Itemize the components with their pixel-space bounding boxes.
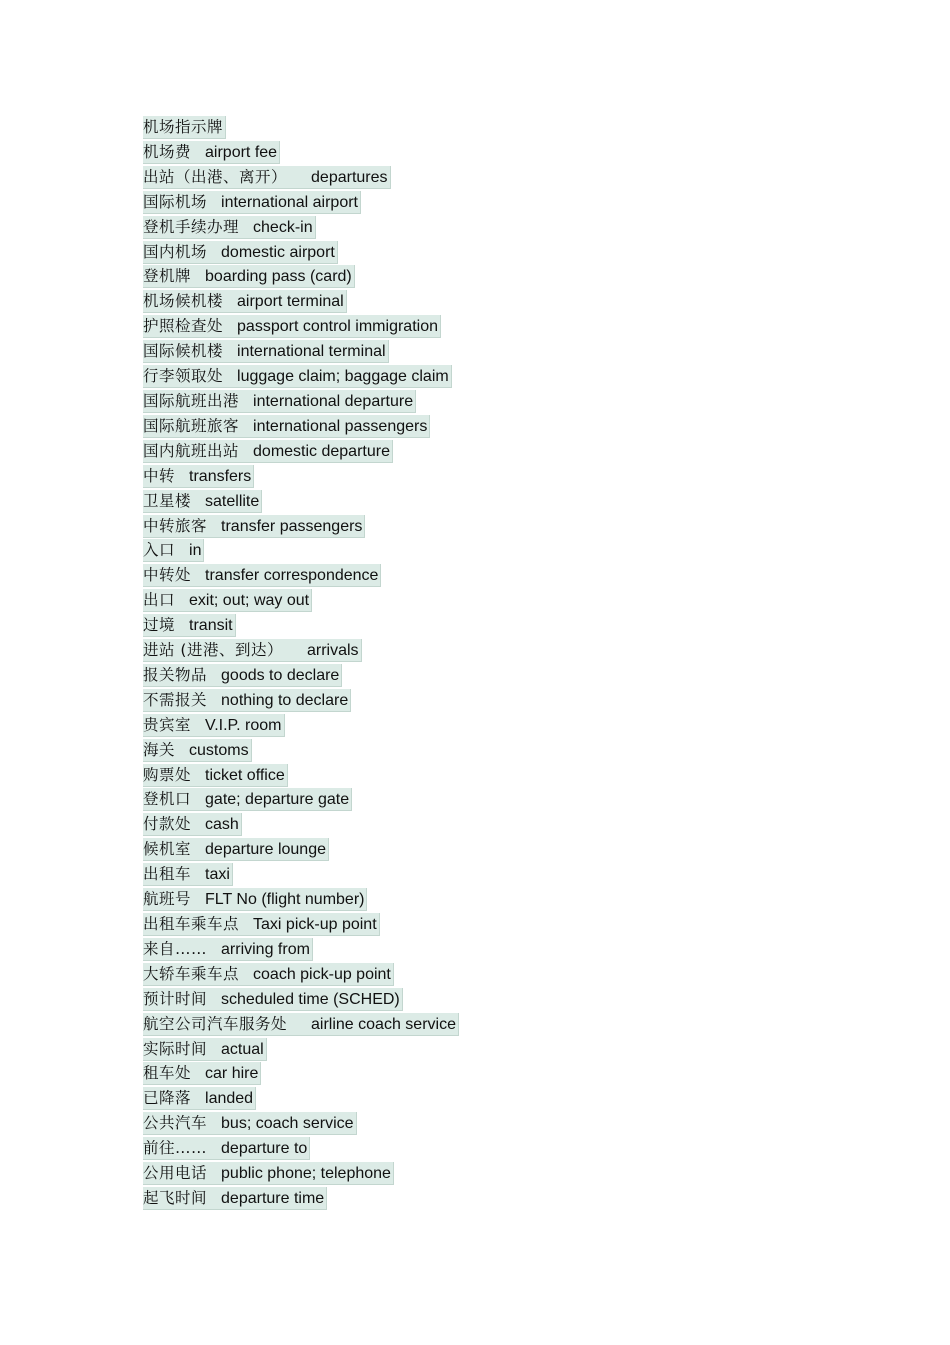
english-term: international departure: [253, 392, 414, 410]
chinese-term: 出租车: [143, 865, 192, 884]
english-term: check-in: [253, 218, 313, 236]
chinese-term: 来自……: [143, 939, 208, 958]
glossary-entry: [143, 539, 459, 564]
glossary-entry: [143, 166, 459, 191]
chinese-term: 登机牌: [143, 267, 192, 286]
glossary-entry-highlight: [143, 788, 352, 811]
chinese-term: 行李领取处: [143, 367, 224, 386]
glossary-entry-highlight: [143, 1162, 394, 1185]
glossary-entry-highlight: [143, 315, 441, 338]
glossary-entry: [143, 1162, 459, 1187]
glossary-entry-highlight: [143, 1187, 327, 1210]
chinese-term: 航班号: [143, 890, 192, 909]
glossary-entry: [143, 739, 459, 764]
glossary-entry-highlight: [143, 166, 391, 189]
glossary-entry-highlight: [143, 689, 351, 712]
english-term: boarding pass (card): [205, 268, 352, 286]
glossary-entry: [143, 689, 459, 714]
glossary-entry-highlight: [143, 216, 316, 239]
english-term: airport fee: [205, 143, 278, 161]
glossary-entry-highlight: [143, 739, 252, 762]
glossary-entry-highlight: [143, 639, 362, 662]
glossary-entry: [143, 216, 459, 241]
chinese-term: 海关: [143, 740, 176, 759]
chinese-term: 贵宾室: [143, 715, 192, 734]
glossary-entry-highlight: [143, 1087, 256, 1110]
english-term: transfers: [189, 467, 252, 485]
glossary-entry-highlight: [143, 415, 430, 438]
chinese-term: 候机室: [143, 840, 192, 859]
chinese-term: 付款处: [143, 815, 192, 834]
english-term: departure to: [221, 1140, 308, 1158]
glossary-entry: [143, 589, 459, 614]
english-term: ticket office: [205, 766, 285, 784]
english-term: arrivals: [306, 642, 359, 660]
glossary-entry-highlight: [143, 589, 312, 612]
glossary-entry-highlight: [143, 141, 280, 164]
glossary-entry-highlight: [143, 490, 262, 513]
glossary-entry: [143, 365, 459, 390]
english-term: domestic airport: [221, 243, 335, 261]
glossary-entry: [143, 415, 459, 440]
glossary-heading: 机场指示牌: [143, 116, 226, 139]
chinese-term: 已降落: [143, 1089, 192, 1108]
english-term: customs: [189, 741, 249, 759]
chinese-term: 公用电话: [143, 1164, 208, 1183]
glossary-entry: [143, 515, 459, 540]
english-term: departures: [311, 168, 388, 186]
english-term: transfer passengers: [221, 517, 363, 535]
glossary-entry: [143, 639, 459, 664]
english-term: domestic departure: [253, 442, 390, 460]
glossary-entry: [143, 490, 459, 515]
glossary-entry: [143, 963, 459, 988]
glossary-entry-highlight: [143, 714, 285, 737]
english-term: transfer correspondence: [205, 567, 379, 585]
glossary-entry-highlight: [143, 390, 416, 413]
glossary-entry-highlight: [143, 938, 313, 961]
chinese-term: 入口: [143, 541, 176, 560]
english-term: goods to declare: [221, 666, 340, 684]
english-term: V.I.P. room: [205, 716, 282, 734]
glossary-entry-highlight: [143, 963, 394, 986]
english-term: gate; departure gate: [205, 791, 350, 809]
glossary-entry-highlight: [143, 440, 393, 463]
glossary-entry-highlight: [143, 290, 347, 313]
glossary-entry-highlight: [143, 365, 452, 388]
english-term: bus; coach service: [221, 1115, 354, 1133]
glossary-entry-highlight: [143, 764, 288, 787]
glossary-entry-highlight: [143, 241, 338, 264]
english-term: international passengers: [253, 417, 428, 435]
chinese-term: 国际航班出港: [143, 391, 240, 410]
chinese-term: 出口: [143, 591, 176, 610]
english-term: Taxi pick-up point: [253, 916, 377, 933]
chinese-term: 购票处: [143, 765, 192, 784]
glossary-entry-highlight: [143, 988, 403, 1011]
glossary-entry: [143, 315, 459, 340]
glossary-entry: [143, 1038, 459, 1063]
airport-sign-glossary: [143, 116, 459, 1212]
chinese-term: 登机口: [143, 790, 192, 809]
glossary-entry: [143, 764, 459, 789]
chinese-term: 护照检查处: [143, 317, 224, 336]
glossary-entry-highlight: [143, 1013, 459, 1036]
glossary-entry: [143, 1112, 459, 1137]
english-term: FLT No (flight number): [205, 891, 365, 909]
english-term: satellite: [205, 492, 260, 510]
english-term: exit; out; way out: [189, 592, 310, 610]
glossary-entry: [143, 1137, 459, 1162]
glossary-entry: [143, 390, 459, 415]
chinese-term: 国际机场: [143, 192, 208, 211]
chinese-term: 不需报关: [143, 690, 208, 709]
chinese-term: 预计时间: [143, 989, 208, 1008]
english-term: transit: [189, 617, 233, 635]
glossary-entry: [143, 938, 459, 963]
glossary-entry-highlight: [143, 1137, 310, 1160]
chinese-term: 机场费: [143, 142, 192, 161]
chinese-term: 租车处: [143, 1064, 192, 1083]
glossary-entry: [143, 440, 459, 465]
glossary-entry: [143, 564, 459, 589]
glossary-entry: [143, 614, 459, 639]
chinese-term: 机场候机楼: [143, 292, 224, 311]
chinese-term: 中转旅客: [143, 516, 208, 535]
glossary-entry: [143, 788, 459, 813]
glossary-entry: [143, 863, 459, 888]
english-term: departure lounge: [205, 841, 326, 859]
chinese-term: 卫星楼: [143, 491, 192, 510]
chinese-term: 大轿车乘车点: [143, 964, 240, 983]
glossary-entry: [143, 1062, 459, 1087]
english-term: passport control immigration: [237, 318, 438, 336]
glossary-entry-highlight: [143, 838, 329, 861]
chinese-term: 报关物品: [143, 665, 208, 684]
glossary-entry: [143, 1013, 459, 1038]
chinese-term: 国内航班出站: [143, 441, 240, 460]
glossary-entry-highlight: [143, 1038, 267, 1061]
glossary-entry: [143, 265, 459, 290]
chinese-term: 实际时间: [143, 1039, 208, 1058]
english-term: taxi: [205, 866, 230, 884]
english-term: public phone; telephone: [221, 1165, 391, 1183]
chinese-term: 公共汽车: [143, 1114, 208, 1133]
glossary-entry-highlight: [143, 1062, 261, 1085]
glossary-entry: [143, 241, 459, 266]
english-term: scheduled time (SCHED): [221, 990, 400, 1008]
glossary-entry-highlight: [143, 564, 381, 587]
glossary-entry: [143, 340, 459, 365]
english-term: airline coach service: [311, 1015, 456, 1033]
glossary-entry: [143, 838, 459, 863]
glossary-entry: [143, 290, 459, 315]
glossary-entry-highlight: [143, 539, 204, 562]
english-term: airport terminal: [237, 293, 344, 311]
glossary-entry: [143, 813, 459, 838]
english-term: in: [189, 542, 202, 560]
english-term: actual: [221, 1040, 264, 1058]
glossary-entry-highlight: [143, 465, 254, 488]
glossary-entry: [143, 988, 459, 1013]
english-term: landed: [205, 1090, 254, 1108]
english-term: international terminal: [237, 343, 386, 361]
glossary-entry: [143, 1187, 459, 1212]
glossary-entry: [143, 913, 459, 938]
glossary-entry: [143, 714, 459, 739]
english-term: nothing to declare: [221, 691, 349, 709]
glossary-entry: [143, 465, 459, 490]
chinese-term: 国际候机楼: [143, 342, 224, 361]
chinese-term: 中转: [143, 466, 176, 485]
glossary-entry-highlight: [143, 913, 380, 936]
chinese-term: 过境: [143, 616, 176, 635]
chinese-term: 中转处: [143, 566, 192, 585]
english-term: departure time: [221, 1189, 325, 1207]
glossary-entry: [143, 1087, 459, 1112]
glossary-entry-highlight: [143, 813, 242, 836]
glossary-entry: [143, 141, 459, 166]
glossary-entry-highlight: [143, 1112, 357, 1135]
english-term: luggage claim; baggage claim: [237, 368, 449, 386]
glossary-entry-highlight: [143, 191, 361, 214]
chinese-term: 登机手续办理: [143, 217, 240, 236]
english-term: coach pick-up point: [253, 965, 391, 983]
english-term: arriving from: [221, 940, 310, 958]
chinese-term: 起飞时间: [143, 1188, 208, 1207]
glossary-entry-highlight: [143, 863, 233, 886]
glossary-entry: [143, 191, 459, 216]
glossary-entry-highlight: [143, 340, 389, 363]
glossary-entry-highlight: [143, 265, 355, 288]
english-term: cash: [205, 816, 239, 834]
glossary-entry-highlight: [143, 888, 367, 911]
glossary-entry: [143, 664, 459, 689]
chinese-term: 出租车乘车点: [143, 915, 240, 933]
chinese-term: 进站 (进港、到达）: [143, 641, 283, 660]
chinese-term: 国内机场: [143, 242, 208, 261]
chinese-term: 前往……: [143, 1139, 208, 1158]
chinese-term: 航空公司汽车服务处: [143, 1014, 288, 1033]
glossary-heading-row: [143, 116, 459, 141]
glossary-entry-highlight: [143, 515, 365, 538]
english-term: international airport: [221, 193, 358, 211]
glossary-entry-highlight: [143, 614, 236, 637]
glossary-entry: [143, 888, 459, 913]
chinese-term: 出站（出港、离开）: [143, 167, 288, 186]
chinese-term: 国际航班旅客: [143, 416, 240, 435]
glossary-entry-highlight: [143, 664, 342, 687]
english-term: car hire: [205, 1065, 259, 1083]
